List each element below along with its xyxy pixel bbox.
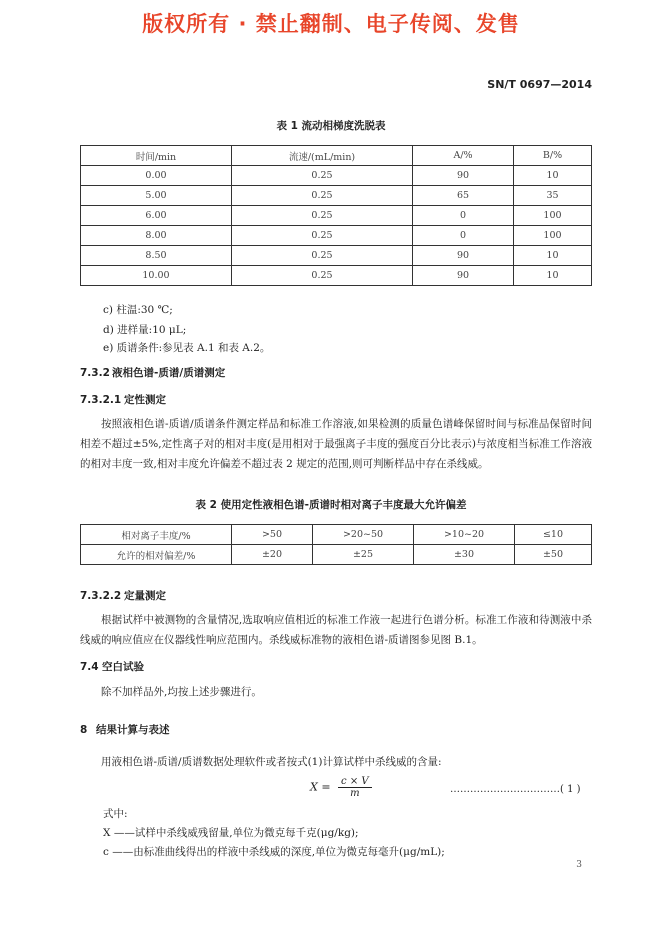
table-row xyxy=(81,186,592,206)
table1-caption: 表 1 流动相梯度洗脱表 xyxy=(276,120,386,132)
standard-code: SN/T 0697—2014 xyxy=(487,78,592,91)
table-cell: >50 xyxy=(232,525,313,545)
table-header-cell: B/% xyxy=(514,146,592,166)
table-cell: 10.00 xyxy=(81,266,232,286)
table-row xyxy=(81,166,592,186)
table-cell: 0.25 xyxy=(232,206,413,226)
list-item: d) 进样量:10 μL; xyxy=(103,324,187,336)
table-cell: 0.00 xyxy=(81,166,232,186)
section-title: 定性测定 xyxy=(124,394,166,406)
paragraph: 根据试样中被测物的含量情况,选取响应值相近的标准工作液一起进行色谱分析。标准工作液和待测液中杀线威的响应值应在仪器线性响应范围内。杀线威标准物的液相色谱-质谱图参见图 B.1。 xyxy=(80,614,592,646)
table-cell: 10 xyxy=(514,246,592,266)
section-title: 液相色谱-质谱/质谱测定 xyxy=(112,367,226,379)
list-item: c) 柱温:30 ℃; xyxy=(103,304,173,316)
table-cell: >10~20 xyxy=(414,525,515,545)
list-item: e) 质谱条件:参见表 A.1 和表 A.2。 xyxy=(103,342,271,354)
section-title: 空白试验 xyxy=(102,661,144,673)
table-cell: 8.00 xyxy=(81,226,232,246)
section-heading xyxy=(80,659,144,674)
table-cell: 100 xyxy=(514,206,592,226)
table-row xyxy=(81,266,592,286)
table-row xyxy=(81,525,592,545)
section-heading xyxy=(80,722,170,737)
page-number: 3 xyxy=(576,860,582,870)
table-cell: 90 xyxy=(413,246,514,266)
paragraph: 按照液相色谱-质谱/质谱条件测定样品和标准工作溶液,如果检测的质量色谱峰保留时间与标准品保留时间相差不超过±5%,定性离子对的相对丰度(是用相对于最强离子丰度的强度百分比表示)与浓度相当标准工作溶液的相对丰度一致,相对丰度允许偏差不超过表 2 规定的范围,则可判断样品中存在杀线威。 xyxy=(80,418,592,470)
table-cell: 0.25 xyxy=(232,266,413,286)
table-cell: 10 xyxy=(514,166,592,186)
table-cell: 0 xyxy=(413,226,514,246)
definition-item: X ——试样中杀线威残留量,单位为微克每千克(μg/kg); xyxy=(103,827,359,839)
table-cell: 90 xyxy=(413,266,514,286)
table-cell: ±50 xyxy=(515,545,592,565)
table-cell: ±20 xyxy=(232,545,313,565)
formula-numerator: c × V xyxy=(338,776,372,788)
table-row xyxy=(81,226,592,246)
table-cell: 90 xyxy=(413,166,514,186)
table-cell: 允许的相对偏差/% xyxy=(81,545,232,565)
section-number: 8 xyxy=(80,724,88,736)
table-row xyxy=(81,206,592,226)
table-cell: 100 xyxy=(514,226,592,246)
section-heading xyxy=(80,365,225,380)
table-cell: 0.25 xyxy=(232,186,413,206)
table-cell: 10 xyxy=(514,266,592,286)
formula-fraction xyxy=(338,776,372,799)
table-cell: 0.25 xyxy=(232,166,413,186)
table-header-cell: 时间/min xyxy=(81,146,232,166)
table-cell: 相对离子丰度/% xyxy=(81,525,232,545)
table-header-row xyxy=(81,146,592,166)
table-cell: 0.25 xyxy=(232,246,413,266)
table-cell: ±25 xyxy=(313,545,414,565)
table-cell: 5.00 xyxy=(81,186,232,206)
table-cell: ≤10 xyxy=(515,525,592,545)
section-title: 结果计算与表述 xyxy=(96,724,170,736)
table-cell: 65 xyxy=(413,186,514,206)
paragraph: 用液相色谱-质谱/质谱数据处理软件或者按式(1)计算试样中杀线威的含量: xyxy=(101,756,442,768)
table-cell: 0.25 xyxy=(232,226,413,246)
formula-denominator: m xyxy=(350,788,360,799)
table-cell: 35 xyxy=(514,186,592,206)
equation-number: ……………………………( 1 ) xyxy=(450,784,581,795)
table-cell: 8.50 xyxy=(81,246,232,266)
formula-lhs: X = xyxy=(310,780,331,794)
deviation-table xyxy=(80,524,592,565)
section-number: 7.3.2 xyxy=(80,367,110,379)
section-number: 7.3.2.1 xyxy=(80,394,122,406)
table-row xyxy=(81,545,592,565)
section-number: 7.3.2.2 xyxy=(80,590,122,602)
table-cell: >20~50 xyxy=(313,525,414,545)
paragraph: 除不加样品外,均按上述步骤进行。 xyxy=(101,686,262,698)
section-number: 7.4 xyxy=(80,661,99,673)
where-label: 式中: xyxy=(103,808,128,820)
table-header-cell: A/% xyxy=(413,146,514,166)
section-heading xyxy=(80,588,166,603)
table-cell: 0 xyxy=(413,206,514,226)
table-header-cell: 流速/(mL/min) xyxy=(232,146,413,166)
gradient-table xyxy=(80,145,592,286)
table-row xyxy=(81,246,592,266)
section-heading xyxy=(80,392,166,407)
section-title: 定量测定 xyxy=(124,590,166,602)
copyright-banner: 版权所有 · 禁止翻制、电子传阅、发售 xyxy=(142,12,520,36)
definition-item: c ——由标准曲线得出的样液中杀线威的深度,单位为微克每毫升(μg/mL); xyxy=(103,846,445,858)
table2-caption: 表 2 使用定性液相色谱-质谱时相对离子丰度最大允许偏差 xyxy=(195,499,467,511)
table-cell: ±30 xyxy=(414,545,515,565)
formula xyxy=(310,776,372,799)
table-cell: 6.00 xyxy=(81,206,232,226)
